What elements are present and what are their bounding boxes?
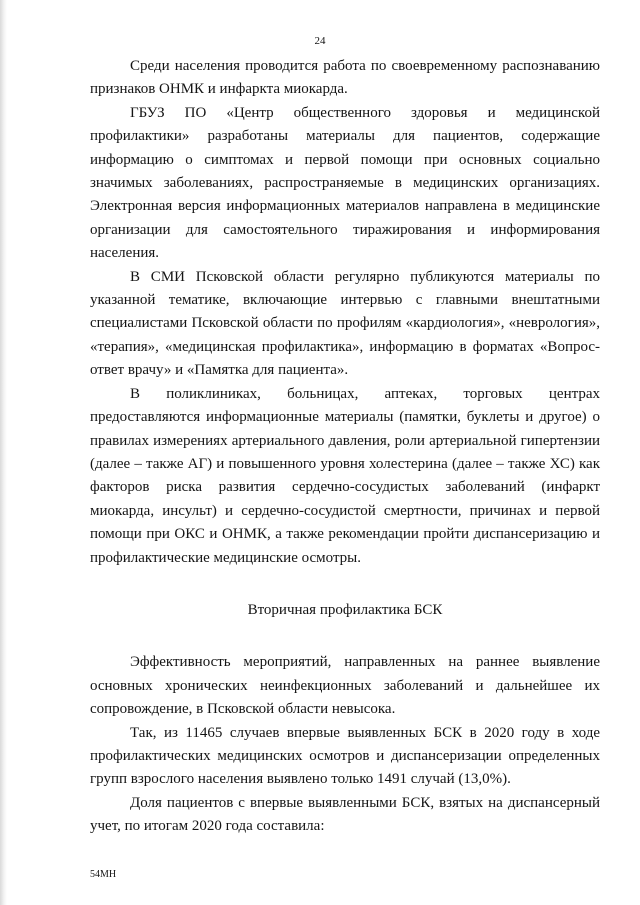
paragraph-dispensary-share: Доля пациентов с впервые выявленными БСК, взятых на диспансерный учет, по итогам 2020 года составила: bbox=[90, 794, 600, 835]
paragraph-recognition-work: Среди населения проводится работа по своевременному распознаванию признаков ОНМК и инфаркта миокарда. bbox=[90, 58, 600, 98]
paragraph-information-materials: В поликлиниках, больницах, аптеках, торговых центрах предоставляются информационные материалы (памятки, буклеты и другое) о правилах измерениях артериального давления, роли артериальной гипертензии (далее – также АГ) и повышенного уровня холестерина (далее – также ХС) как факторов риска развития сердечно-сосудистых заболеваний (инфаркт миокарда, инсульт) и сердечно-сосудистой смертности, причинах и первой помощи при ОКС и ОНМК, а также рекомендации пройти диспансеризацию и профилактические медицинские осмотры. bbox=[90, 385, 600, 566]
page-number: 24 bbox=[314, 35, 326, 47]
section-heading: Вторичная профилактика БСК bbox=[247, 601, 443, 618]
paragraph-media-publications: В СМИ Псковской области регулярно публикуются материалы по указанной тематике, включающие интервью с главными внештатными специалистами Псковской области по профилям «кардиология», «неврология», «терапия», «медицинская профилактика», информацию в форматах «Вопрос-ответ врачу» и «Памятка для пациента». bbox=[90, 268, 600, 379]
paragraph-effectiveness: Эффективность мероприятий, направленных на раннее выявление основных хронических неинфекционных заболеваний и дальнейшее их сопровождение, в Псковской области невысока. bbox=[90, 654, 600, 718]
footer-code: 54МН bbox=[90, 869, 117, 880]
scan-edge-shadow bbox=[0, 0, 7, 905]
document-body bbox=[90, 55, 600, 839]
paragraph-statistics: Так, из 11465 случаев впервые выявленных БСК в 2020 году в ходе профилактических медицинских осмотров и диспансеризации определенных групп взрослого населения выявлено только 1491 случай (13,0%). bbox=[90, 724, 600, 788]
paragraph-patient-materials: ГБУЗ ПО «Центр общественного здоровья и медицинской профилактики» разработаны материалы для пациентов, содержащие информацию о симптомах и первой помощи при основных социально значимых заболеваниях, распространяемые в медицинских организациях. Электронная версия информационных материалов направлена в медицинские организации для самостоятельного тиражирования и информирования населения. bbox=[90, 104, 600, 262]
